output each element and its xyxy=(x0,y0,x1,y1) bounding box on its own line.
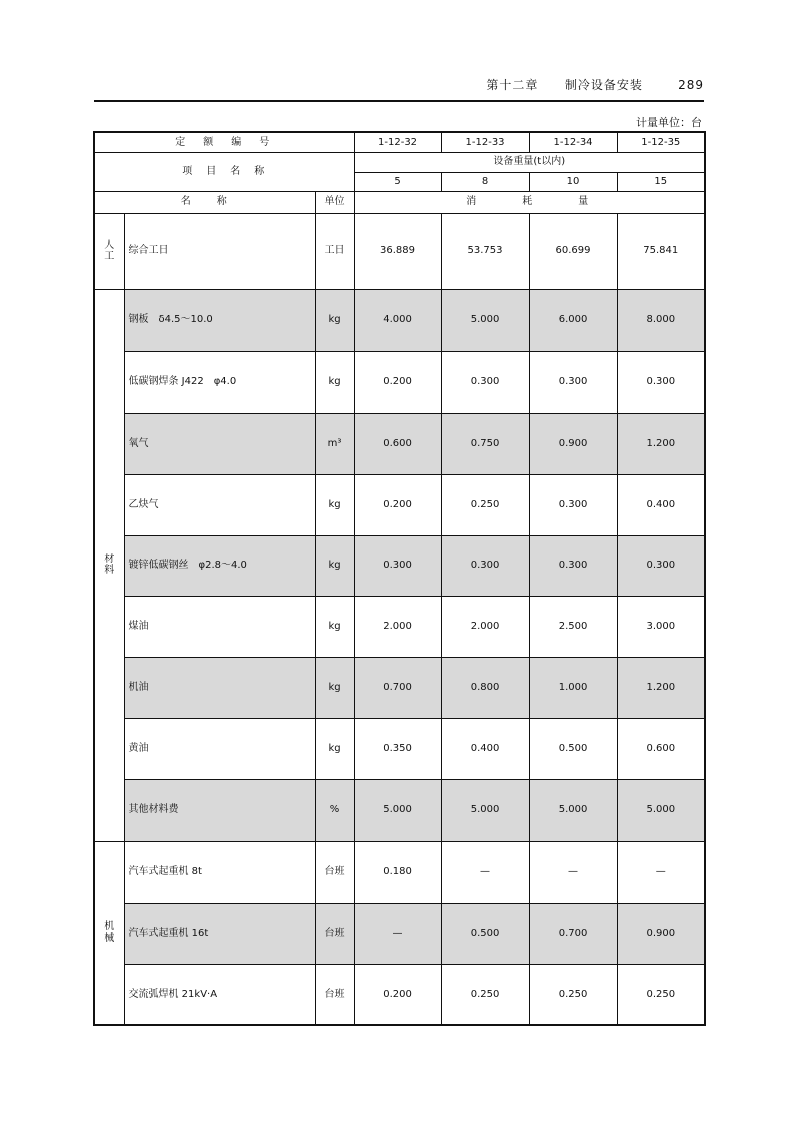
item-unit: kg xyxy=(315,535,354,596)
item-unit: % xyxy=(315,779,354,841)
consumption-value: 0.250 xyxy=(441,964,529,1025)
header-rule xyxy=(94,100,704,102)
consumption-value: 2.000 xyxy=(354,596,441,657)
consumption-value: 53.753 xyxy=(441,213,529,289)
item-unit: kg xyxy=(315,351,354,413)
item-name: 其他材料费 xyxy=(124,779,315,841)
consumption-value: 0.350 xyxy=(354,718,441,779)
materials-row xyxy=(94,474,705,535)
consumption-value: 0.400 xyxy=(617,474,705,535)
consumption-value: 5.000 xyxy=(441,289,529,351)
consumption-value: 0.300 xyxy=(354,535,441,596)
consumption-value: 2.000 xyxy=(441,596,529,657)
consumption-value: 36.889 xyxy=(354,213,441,289)
consumption-value: 1.000 xyxy=(529,657,617,718)
item-name: 乙炔气 xyxy=(124,474,315,535)
weight-value: 8 xyxy=(441,172,529,191)
weight-label: 设备重量(t以内) xyxy=(354,152,705,172)
weight-value: 15 xyxy=(617,172,705,191)
consumption-value: 0.600 xyxy=(617,718,705,779)
materials-row xyxy=(94,718,705,779)
item-unit: kg xyxy=(315,289,354,351)
consumption-value: 3.000 xyxy=(617,596,705,657)
consumption-value: 5.000 xyxy=(617,779,705,841)
unit-note: 计量单位：台 xyxy=(636,116,702,129)
consumption-value: 1.200 xyxy=(617,413,705,474)
item-unit: kg xyxy=(315,596,354,657)
consumption-value: 0.750 xyxy=(441,413,529,474)
weight-value: 5 xyxy=(354,172,441,191)
consumption-value: 8.000 xyxy=(617,289,705,351)
consumption-value: 0.200 xyxy=(354,351,441,413)
quota-code: 1-12-35 xyxy=(617,132,705,152)
consumption-value: 5.000 xyxy=(529,779,617,841)
consumption-value: 0.250 xyxy=(441,474,529,535)
item-name-label: 项 目 名 称 xyxy=(94,152,354,191)
quota-code: 1-12-34 xyxy=(529,132,617,152)
col-unit-label: 单位 xyxy=(315,191,354,213)
section-label: 制冷设备安装 xyxy=(564,78,643,92)
consumption-value: 60.699 xyxy=(529,213,617,289)
consumption-value: 0.200 xyxy=(354,474,441,535)
materials-category-char: 料 xyxy=(104,565,115,576)
quota-table xyxy=(93,131,706,1026)
column-header-row xyxy=(94,191,705,213)
consumption-value: 2.500 xyxy=(529,596,617,657)
item-name: 汽车式起重机 16t xyxy=(124,903,315,964)
page-number: 289 xyxy=(678,78,704,92)
consumption-value: — xyxy=(354,903,441,964)
consumption-value: 0.700 xyxy=(354,657,441,718)
materials-row xyxy=(94,596,705,657)
item-name: 交流弧焊机 21kV·A xyxy=(124,964,315,1025)
consumption-value: 5.000 xyxy=(354,779,441,841)
consumption-value: 0.180 xyxy=(354,841,441,903)
consumption-value: 6.000 xyxy=(529,289,617,351)
col-name-label: 名 称 xyxy=(94,191,315,213)
machinery-row xyxy=(94,841,705,903)
item-unit: 台班 xyxy=(315,964,354,1025)
running-title xyxy=(486,76,704,93)
consumption-value: 0.500 xyxy=(441,903,529,964)
item-name-row xyxy=(94,152,705,172)
consumption-value: 0.300 xyxy=(441,351,529,413)
item-unit: kg xyxy=(315,718,354,779)
consumption-value: 0.400 xyxy=(441,718,529,779)
machinery-category-char: 机 xyxy=(104,921,115,933)
item-name: 低碳钢焊条 J422 φ4.0 xyxy=(124,351,315,413)
consumption-value: 5.000 xyxy=(441,779,529,841)
item-unit: 工日 xyxy=(315,213,354,289)
item-name: 综合工日 xyxy=(124,213,315,289)
consumption-value: 75.841 xyxy=(617,213,705,289)
materials-row xyxy=(94,413,705,474)
consumption-value: 0.600 xyxy=(354,413,441,474)
materials-category-cell xyxy=(94,289,124,841)
machinery-row xyxy=(94,903,705,964)
item-name: 机油 xyxy=(124,657,315,718)
consumption-value: 0.500 xyxy=(529,718,617,779)
consumption-value: — xyxy=(529,841,617,903)
consumption-value: — xyxy=(617,841,705,903)
consumption-value: 0.300 xyxy=(617,535,705,596)
item-name: 煤油 xyxy=(124,596,315,657)
materials-row xyxy=(94,779,705,841)
materials-category-char: 材 xyxy=(104,553,115,565)
consumption-value: 0.800 xyxy=(441,657,529,718)
item-name: 钢板 δ4.5～10.0 xyxy=(124,289,315,351)
quota-no-row xyxy=(94,132,705,152)
consumption-value: 0.300 xyxy=(529,535,617,596)
consumption-value: 4.000 xyxy=(354,289,441,351)
consumption-value: 0.700 xyxy=(529,903,617,964)
machinery-category-cell xyxy=(94,841,124,1025)
page-header xyxy=(94,70,704,100)
materials-row xyxy=(94,289,705,351)
item-unit: kg xyxy=(315,657,354,718)
consumption-value: 0.300 xyxy=(529,351,617,413)
col-consumption-label: 消 耗 量 xyxy=(354,191,705,213)
materials-row xyxy=(94,351,705,413)
weight-value: 10 xyxy=(529,172,617,191)
consumption-value: 0.300 xyxy=(617,351,705,413)
quota-code: 1-12-32 xyxy=(354,132,441,152)
materials-row xyxy=(94,657,705,718)
item-name: 镀锌低碳钢丝 φ2.8～4.0 xyxy=(124,535,315,596)
consumption-value: 0.250 xyxy=(529,964,617,1025)
item-unit: kg xyxy=(315,474,354,535)
labor-category-cell xyxy=(94,213,124,289)
machinery-row xyxy=(94,964,705,1025)
chapter-label: 第十二章 xyxy=(486,78,539,92)
item-name: 黄油 xyxy=(124,718,315,779)
consumption-value: 0.300 xyxy=(441,535,529,596)
consumption-value: 0.250 xyxy=(617,964,705,1025)
quota-no-label: 定 额 编 号 xyxy=(94,132,354,152)
item-name: 汽车式起重机 8t xyxy=(124,841,315,903)
consumption-value: 1.200 xyxy=(617,657,705,718)
item-unit: m³ xyxy=(315,413,354,474)
consumption-value: 0.200 xyxy=(354,964,441,1025)
labor-category-char: 工 xyxy=(104,251,115,262)
machinery-category-char: 械 xyxy=(104,932,115,944)
consumption-value: 0.900 xyxy=(617,903,705,964)
item-name: 氧气 xyxy=(124,413,315,474)
item-unit: 台班 xyxy=(315,903,354,964)
materials-row xyxy=(94,535,705,596)
labor-category-char: 人 xyxy=(104,239,115,251)
consumption-value: — xyxy=(441,841,529,903)
consumption-value: 0.900 xyxy=(529,413,617,474)
labor-row xyxy=(94,213,705,289)
item-unit: 台班 xyxy=(315,841,354,903)
consumption-value: 0.300 xyxy=(529,474,617,535)
quota-code: 1-12-33 xyxy=(441,132,529,152)
